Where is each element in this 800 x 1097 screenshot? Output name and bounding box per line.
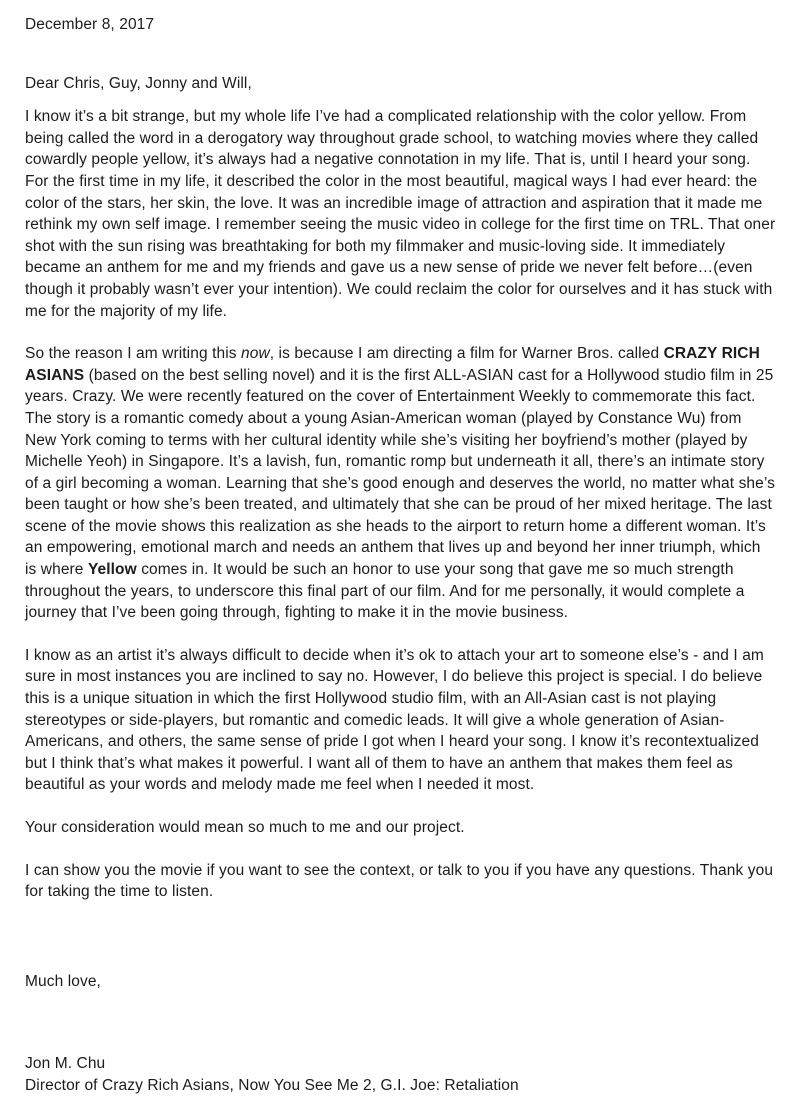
signature-name: Jon M. Chu bbox=[25, 1055, 106, 1073]
bold-song-title: Yellow bbox=[87, 561, 137, 579]
letter-paragraph-2 bbox=[25, 343, 776, 624]
letter-closing: Much love, bbox=[25, 972, 101, 990]
letter-paragraph-1: I know it’s a bit strange, but my whole life I’ve had a complicated relationship with the color yellow. From being called the word in a derogatory way throughout grade school, to watching movies where they called cowardly people yellow, it’s always had a negative connotation in my life. That is, until I heard your song. For the first time in my life, it described the color in the most beautiful, magical ways I had ever heard: the color of the stars, her skin, the love. It was an incredible image of attraction and aspiration that it made me rethink my own self image. I remember seeing the music video in college for the first time on TRL. That oner shot with the sun rising was breathtaking for both my filmmaker and music-loving side. It immediately became an anthem for me and my friends and gave us a new sense of pride we never felt before…(even though it probably wasn’t ever your intention). We could reclaim the color for ourselves and it has stuck with me for the majority of my life. bbox=[25, 108, 776, 320]
letter-paragraph-3: I know as an artist it’s always difficult to decide when it’s ok to attach your art to someone else’s - and I am sure in most instances you are inclined to say no. However, I do believe this project is special. I do believe this is a unique situation in which the first Hollywood studio film, with an All-Asian cast is not playing stereotypes or side-players, but romantic and comedic leads. It will give a whole generation of Asian-Americans, and others, the same sense of pride I got when I heard your song. I know it’s recontextualized but I think that’s what makes it powerful. I want all of them to have an anthem that makes them feel as beautiful as your words and melody made me feel when I needed it most. bbox=[25, 646, 764, 794]
letter-date: December 8, 2017 bbox=[25, 16, 155, 33]
paragraph-2-text: So the reason I am writing this bbox=[25, 345, 241, 363]
letter-paragraph-4: Your consideration would mean so much to me and our project. bbox=[25, 819, 465, 836]
signature-title: Director of Crazy Rich Asians, Now You See Me 2, G.I. Joe: Retaliation bbox=[25, 1076, 519, 1094]
paragraph-2-text: , is because I am directing a film for Warner Bros. called bbox=[269, 345, 664, 363]
letter-paragraph-5: I can show you the movie if you want to see the context, or talk to you if you have any questions. Thank you for taking the time to listen. bbox=[25, 861, 774, 901]
italic-word-now: now bbox=[241, 345, 270, 363]
paragraph-2-text: (based on the best selling novel) and it is the first ALL-ASIAN cast for a Hollywood studio film in 25 years. Crazy. We were recently featured on the cover of Entertainment Weekly to commemorate this fact. The story is a romantic comedy about a young Asian-American woman (played by Constance Wu) from New York coming to terms with her cultural identity while she’s visiting her boyfriend’s mother (played by Michelle Yeoh) in Singapore. It’s a lavish, fun, romantic romp but underneath it all, there’s an intimate story of a girl becoming a woman. Learning that she’s good enough and deserves the world, no matter what she’s been taught or how she’s been treated, and ultimately that she can be proud of her mixed heritage. The last scene of the movie shows this realization as she heads to the airport to return home a different woman. It’s an empowering, emotional march and needs an anthem that lives up and beyond her inner triumph, which is where bbox=[25, 366, 775, 579]
paragraph-2-text: comes in. It would be such an honor to use your song that gave me so much strength throughout the years, to underscore this final part of our film. And for me personally, it would complete a journey that I’ve been going through, fighting to make it in the movie business. bbox=[25, 561, 745, 622]
bold-film-title: CRAZY RICH ASIANS bbox=[25, 345, 760, 384]
signature-block bbox=[25, 1053, 776, 1096]
letter-salutation: Dear Chris, Guy, Jonny and Will, bbox=[25, 74, 252, 92]
